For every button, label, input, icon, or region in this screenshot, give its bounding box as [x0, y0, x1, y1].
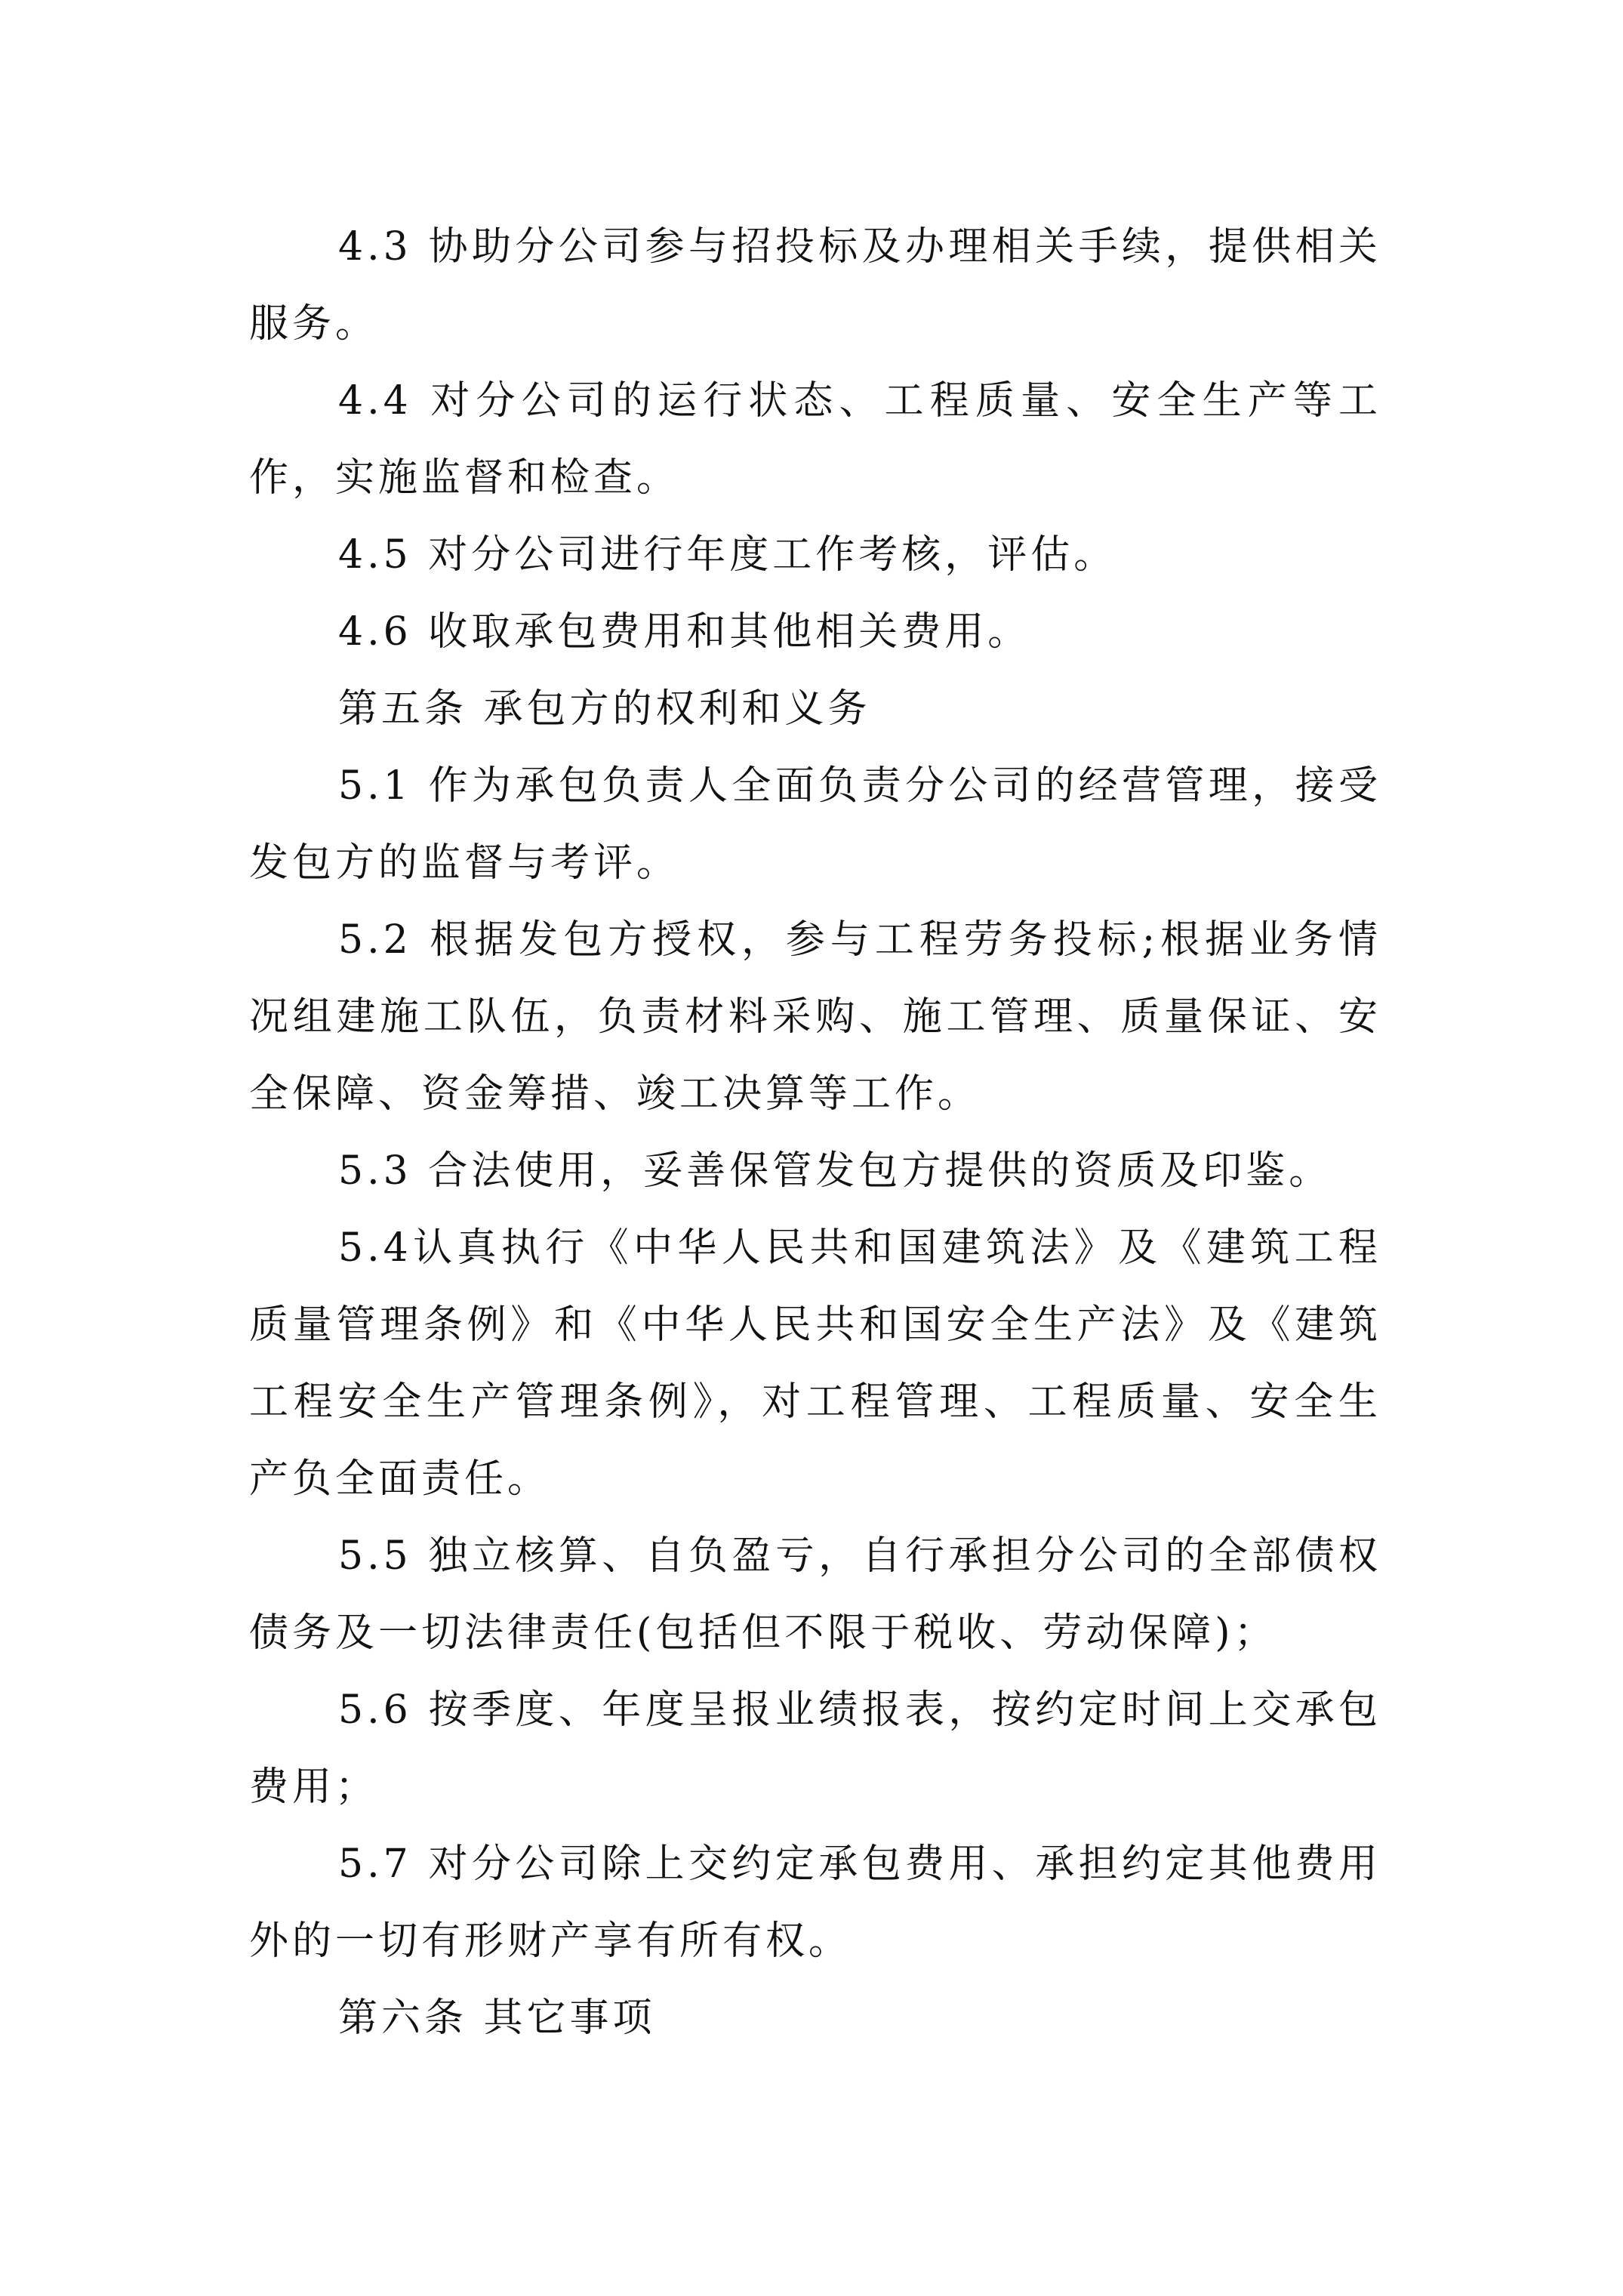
clause-5-6: 5.6 按季度、年度呈报业绩报表，按约定时间上交承包费用；	[249, 1687, 1381, 1810]
clause-4-5: 4.5 对分公司进行年度工作考核，评估。	[338, 532, 1117, 578]
clause-5-5: 5.5 独立核算、自负盈亏，自行承担分公司的全部债权债务及一切法律责任(包括但不限于税收、劳动保障)；	[249, 1533, 1381, 1656]
clause-4-3: 4.3 协助分公司参与招投标及办理相关手续，提供相关服务。	[249, 224, 1381, 347]
article-5-heading: 第五条 承包方的权利和义务	[338, 686, 871, 732]
clause-5-7: 5.7 对分公司除上交约定承包费用、承担约定其他费用外的一切有形财产享有所有权。	[249, 1841, 1381, 1964]
document-body	[249, 208, 1381, 2057]
clause-5-1: 5.1 作为承包负责人全面负责分公司的经营管理，接受发包方的监督与考评。	[249, 763, 1381, 886]
clause-5-4: 5.4认真执行《中华人民共和国建筑法》及《建筑工程质量管理条例》和《中华人民共和国安全生产法》及《建筑工程安全生产管理条例》，对工程管理、工程质量、安全生产负全面责任。	[249, 1225, 1381, 1502]
clause-5-2: 5.2 根据发包方授权，参与工程劳务投标;根据业务情况组建施工队伍，负责材料采购、施工管理、质量保证、安全保障、资金筹措、竣工决算等工作。	[249, 917, 1381, 1117]
clause-4-4: 4.4 对分公司的运行状态、工程质量、安全生产等工作，实施监督和检查。	[249, 378, 1381, 501]
article-6-heading: 第六条 其它事项	[338, 1996, 656, 2041]
clause-4-6: 4.6 收取承包费用和其他相关费用。	[338, 609, 1031, 655]
clause-5-3: 5.3 合法使用，妥善保管发包方提供的资质及印鉴。	[338, 1148, 1332, 1194]
